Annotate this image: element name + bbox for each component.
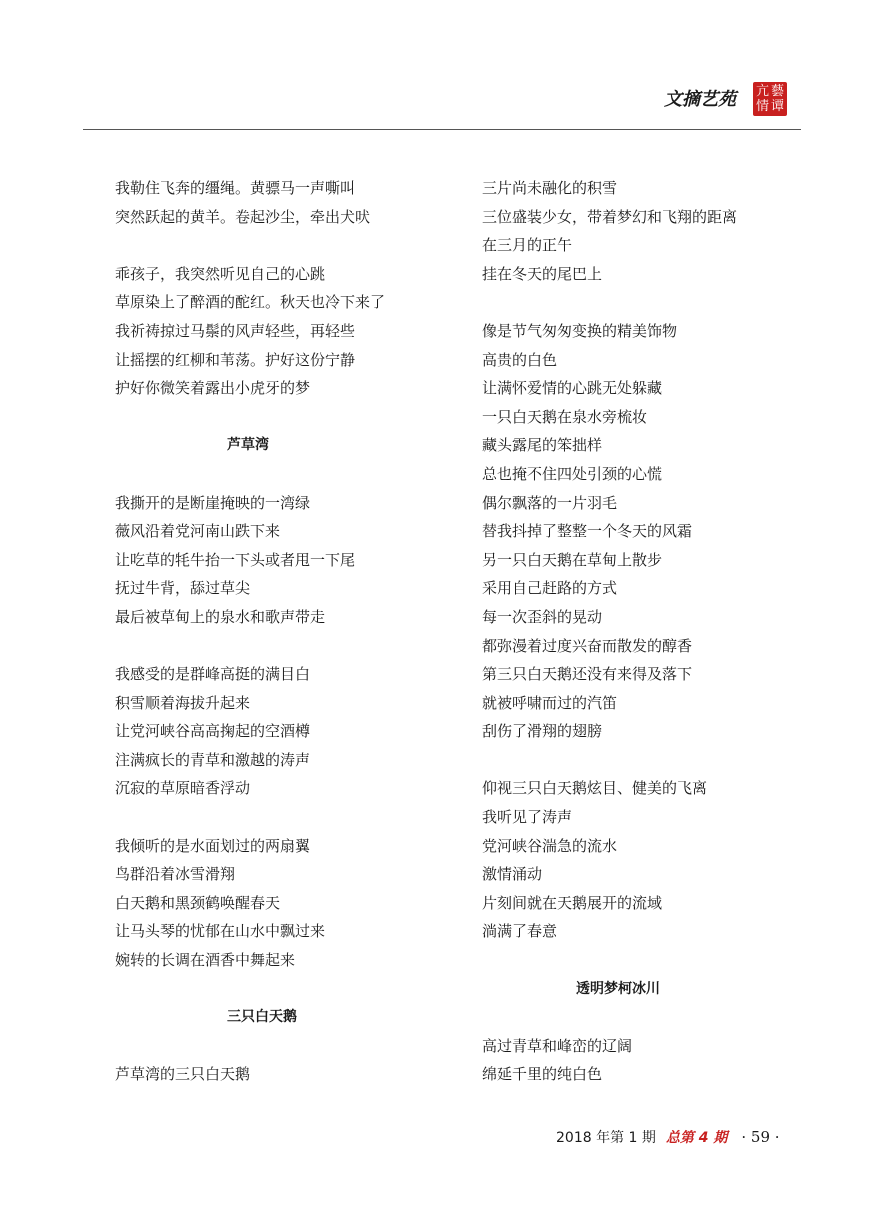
poem-line: 第三只白天鹅还没有来得及落下	[482, 665, 693, 684]
poem-line: 沉寂的草原暗香浮动	[115, 779, 251, 798]
poem-line: 就被呼啸而过的汽笛	[482, 693, 618, 712]
poem-line: 让满怀爱情的心跳无处躲藏	[482, 379, 663, 398]
poem-line: 我勒住飞奔的缰绳。黄骠马一声嘶叫	[115, 179, 356, 197]
poem-line: 让马头琴的忧郁在山水中飘过来	[115, 922, 326, 941]
poem-line: 高贵的白色	[482, 350, 558, 369]
issue-label: 2018 年第 1 期	[556, 1130, 656, 1146]
poem-line: 绵延千里的纯白色	[482, 1065, 603, 1084]
poem-line: 替我抖掉了整整一个冬天的风霜	[482, 522, 693, 541]
poem-line: 我祈祷掠过马鬃的风声轻些，再轻些	[115, 321, 356, 340]
stanza-gap	[482, 946, 802, 975]
poem-line: 积雪顺着海拔升起来	[115, 693, 251, 712]
poem-line: 乖孩子，我突然听见自己的心跳	[115, 264, 326, 283]
stanza-gap	[482, 288, 802, 317]
poem-heading: 三只白天鹅	[227, 1009, 297, 1026]
seal-char: 亢	[755, 84, 769, 99]
seal-char: 藝	[770, 84, 784, 99]
poem-line: 让摇摆的红柳和苇荡。护好这份宁静	[115, 350, 356, 369]
stanza-gap	[482, 1003, 802, 1032]
right-poem-column	[482, 174, 802, 1089]
poem-line: 激情涌动	[482, 865, 543, 884]
poem-line: 注满疯长的青草和激越的涛声	[115, 750, 311, 769]
poem-line: 让吃草的牦牛抬一下头或者甩一下尾	[115, 550, 356, 569]
poem-line: 我撕开的是断崖掩映的一湾绿	[115, 493, 311, 512]
stanza-gap	[482, 746, 802, 775]
poem-line: 三片尚未融化的积雪	[482, 179, 618, 197]
stanza-gap	[115, 460, 415, 489]
stanza-gap	[115, 1032, 415, 1061]
poem-line: 挂在冬天的尾巴上	[482, 264, 603, 283]
magazine-section-title: 文摘艺苑	[664, 89, 736, 110]
poem-line: 三位盛装少女，带着梦幻和飞翔的距离	[482, 207, 738, 226]
seal-char: 情	[755, 99, 769, 114]
poem-line: 都弥漫着过度兴奋而散发的醇香	[482, 636, 693, 655]
poem-line: 像是节气匆匆变换的精美饰物	[482, 321, 678, 340]
poem-line: 淌满了春意	[482, 922, 558, 941]
poem-heading: 透明梦柯冰川	[576, 980, 660, 997]
poem-line: 抚过牛背，舔过草尖	[115, 579, 251, 598]
poem-line: 护好你微笑着露出小虎牙的梦	[115, 379, 311, 398]
poem-line: 我倾听的是水面划过的两扇翼	[115, 836, 311, 855]
poem-line: 每一次歪斜的晃动	[482, 607, 603, 626]
stanza-gap	[115, 632, 415, 661]
poem-line: 白天鹅和黑颈鹤唤醒春天	[115, 893, 281, 912]
poem-line: 采用自己赶路的方式	[482, 579, 618, 598]
poem-line: 刮伤了滑翔的翅膀	[482, 722, 603, 741]
poem-line: 婉转的长调在酒香中舞起来	[115, 951, 296, 970]
stanza-gap	[115, 803, 415, 832]
poem-line: 我感受的是群峰高挺的满目白	[115, 665, 311, 684]
poem-line: 一只白天鹅在泉水旁梳妆	[482, 407, 648, 426]
poem-line: 让党河峡谷高高掬起的空酒樽	[115, 722, 311, 741]
poem-line: 片刻间就在天鹅展开的流域	[482, 893, 663, 912]
header-divider	[83, 129, 801, 130]
left-poem-column	[115, 174, 415, 1089]
poem-line: 另一只白天鹅在草甸上散步	[482, 550, 663, 569]
poem-line: 在三月的正午	[482, 236, 573, 255]
page-number: · 59 ·	[741, 1128, 780, 1146]
seal-logo-icon	[753, 82, 787, 116]
poem-line: 高过青草和峰峦的辽阔	[482, 1036, 633, 1055]
poem-line: 偶尔飘落的一片羽毛	[482, 493, 618, 512]
poem-line: 我听见了涛声	[482, 808, 573, 827]
page-footer	[556, 1126, 780, 1148]
total-issue-label: 总第 4 期	[665, 1130, 728, 1146]
poem-line: 突然跃起的黄羊。卷起沙尘，牵出犬吠	[115, 207, 371, 226]
poem-line: 薇风沿着党河南山跌下来	[115, 522, 281, 541]
stanza-gap	[115, 403, 415, 432]
poem-heading: 芦草湾	[227, 437, 269, 454]
stanza-gap	[115, 975, 415, 1004]
poem-line: 党河峡谷湍急的流水	[482, 836, 618, 855]
poem-line: 芦草湾的三只白天鹅	[115, 1065, 251, 1084]
seal-char: 谭	[770, 99, 784, 114]
poem-line: 仰视三只白天鹅炫目、健美的飞离	[482, 779, 708, 798]
poem-line: 草原染上了醉酒的酡红。秋天也冷下来了	[115, 293, 386, 312]
poem-line: 最后被草甸上的泉水和歌声带走	[115, 607, 326, 626]
stanza-gap	[115, 231, 415, 260]
poem-line: 鸟群沿着冰雪滑翔	[115, 865, 236, 884]
poem-line: 藏头露尾的笨拙样	[482, 436, 603, 455]
poem-line: 总也掩不住四处引颈的心慌	[482, 464, 663, 483]
